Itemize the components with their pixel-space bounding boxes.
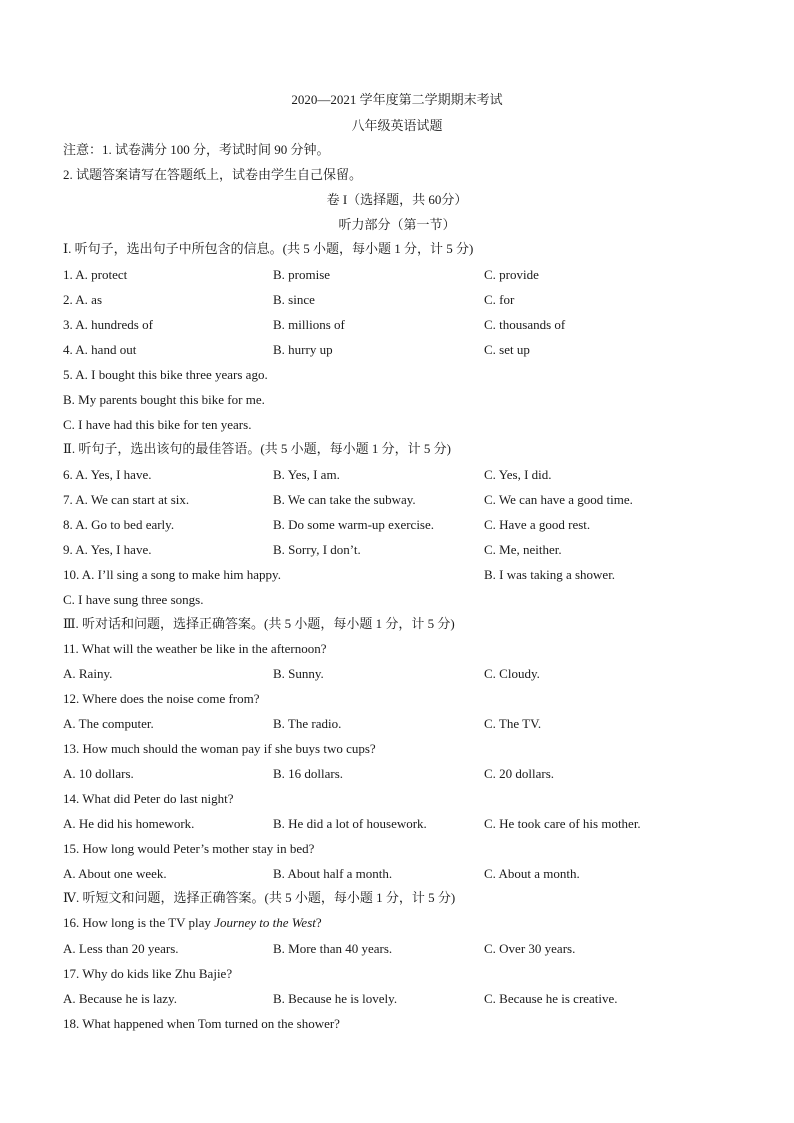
section-2-title: Ⅱ. 听句子，选出该句的最佳答语。(共 5 小题，每小题 1 分，计 5 分) — [63, 441, 451, 456]
q15-option-b: B. About half a month. — [273, 866, 393, 881]
q9-option-c: C. Me, neither. — [484, 542, 562, 557]
q16-option-c: C. Over 30 years. — [484, 941, 576, 956]
q15-option-a: A. About one week. — [63, 866, 167, 881]
q3-option-b: B. millions of — [273, 317, 345, 332]
q12-option-a: A. The computer. — [63, 716, 154, 731]
q11-option-c: C. Cloudy. — [484, 666, 540, 681]
q1-option-b: B. promise — [273, 267, 331, 282]
q13-option-b: B. 16 dollars. — [273, 766, 344, 781]
q16-question — [63, 915, 322, 931]
q5-option-c: C. I have had this bike for ten years. — [63, 417, 252, 432]
q9-option-a: 9. A. Yes, I have. — [63, 542, 152, 557]
q3-option-a: 3. A. hundreds of — [63, 317, 153, 332]
q13-option-a: A. 10 dollars. — [63, 766, 134, 781]
q13-question: 13. How much should the woman pay if she buys two cups? — [63, 741, 376, 756]
q14-option-a: A. He did his homework. — [63, 816, 195, 831]
section-1-title: Ⅰ. 听句子，选出句子中所包含的信息。(共 5 小题，每小题 1 分，计 5 分) — [63, 241, 474, 256]
q18-question: 18. What happened when Tom turned on the shower? — [63, 1016, 340, 1031]
q16-option-a: A. Less than 20 years. — [63, 941, 179, 956]
volume-heading: 卷 I（选择题，共 60分） — [326, 192, 468, 207]
q5-option-b: B. My parents bought this bike for me. — [63, 392, 265, 407]
q10-option-b: B. I was taking a shower. — [484, 567, 616, 582]
q17-question: 17. Why do kids like Zhu Bajie? — [63, 966, 233, 981]
q2-option-c: C. for — [484, 292, 515, 307]
q10-option-c: C. I have sung three songs. — [63, 592, 204, 607]
q7-option-a: 7. A. We can start at six. — [63, 492, 190, 507]
q12-option-b: B. The radio. — [273, 716, 342, 731]
note-1: 注意：1. 试卷满分 100 分，考试时间 90 分钟。 — [63, 142, 330, 157]
q7-option-b: B. We can take the subway. — [273, 492, 416, 507]
q13-option-c: C. 20 dollars. — [484, 766, 555, 781]
q6-option-a: 6. A. Yes, I have. — [63, 467, 152, 482]
q6-option-c: C. Yes, I did. — [484, 467, 552, 482]
q6-option-b: B. Yes, I am. — [273, 467, 340, 482]
q1-option-c: C. provide — [484, 267, 539, 282]
q8-option-a: 8. A. Go to bed early. — [63, 517, 175, 532]
section-4-title: Ⅳ. 听短文和问题，选择正确答案。(共 5 小题，每小题 1 分，计 5 分) — [63, 890, 456, 905]
q11-option-a: A. Rainy. — [63, 666, 113, 681]
q2-option-a: 2. A. as — [63, 292, 102, 307]
exam-subtitle: 八年级英语试题 — [351, 118, 443, 133]
q16-question-title: Journey to the West — [214, 915, 316, 930]
q4-option-a: 4. A. hand out — [63, 342, 137, 357]
q12-option-c: C. The TV. — [484, 716, 542, 731]
note-2: 2. 试题答案请写在答题纸上，试卷由学生自己保留。 — [63, 167, 363, 182]
q1-option-a: 1. A. protect — [63, 267, 128, 282]
q7-option-c: C. We can have a good time. — [484, 492, 633, 507]
q17-option-b: B. Because he is lovely. — [273, 991, 398, 1006]
exam-title: 2020—2021 学年度第二学期期末考试 — [291, 92, 503, 107]
q14-question: 14. What did Peter do last night? — [63, 791, 234, 806]
q11-question: 11. What will the weather be like in the afternoon? — [63, 641, 327, 656]
q4-option-c: C. set up — [484, 342, 530, 357]
q11-option-b: B. Sunny. — [273, 666, 324, 681]
q16-question-end: ? — [315, 915, 322, 930]
q4-option-b: B. hurry up — [273, 342, 333, 357]
q16-question-lead: 16. How long is the TV play — [63, 915, 215, 930]
q17-option-c: C. Because he is creative. — [484, 991, 618, 1006]
part-heading: 听力部分（第一节） — [338, 217, 456, 232]
q5-option-a: 5. A. I bought this bike three years ago. — [63, 367, 268, 382]
q2-option-b: B. since — [273, 292, 315, 307]
q17-option-a: A. Because he is lazy. — [63, 991, 177, 1006]
q8-option-c: C. Have a good rest. — [484, 517, 591, 532]
q16-option-b: B. More than 40 years. — [273, 941, 393, 956]
q14-option-c: C. He took care of his mother. — [484, 816, 641, 831]
q10-option-a: 10. A. I’ll sing a song to make him happy. — [63, 567, 281, 582]
section-3-title: Ⅲ. 听对话和问题，选择正确答案。(共 5 小题，每小题 1 分，计 5 分) — [63, 616, 455, 631]
q8-option-b: B. Do some warm-up exercise. — [273, 517, 435, 532]
q9-option-b: B. Sorry, I don’t. — [273, 542, 361, 557]
q14-option-b: B. He did a lot of housework. — [273, 816, 427, 831]
q12-question: 12. Where does the noise come from? — [63, 691, 260, 706]
q15-question: 15. How long would Peter’s mother stay in bed? — [63, 841, 315, 856]
q15-option-c: C. About a month. — [484, 866, 580, 881]
q3-option-c: C. thousands of — [484, 317, 566, 332]
